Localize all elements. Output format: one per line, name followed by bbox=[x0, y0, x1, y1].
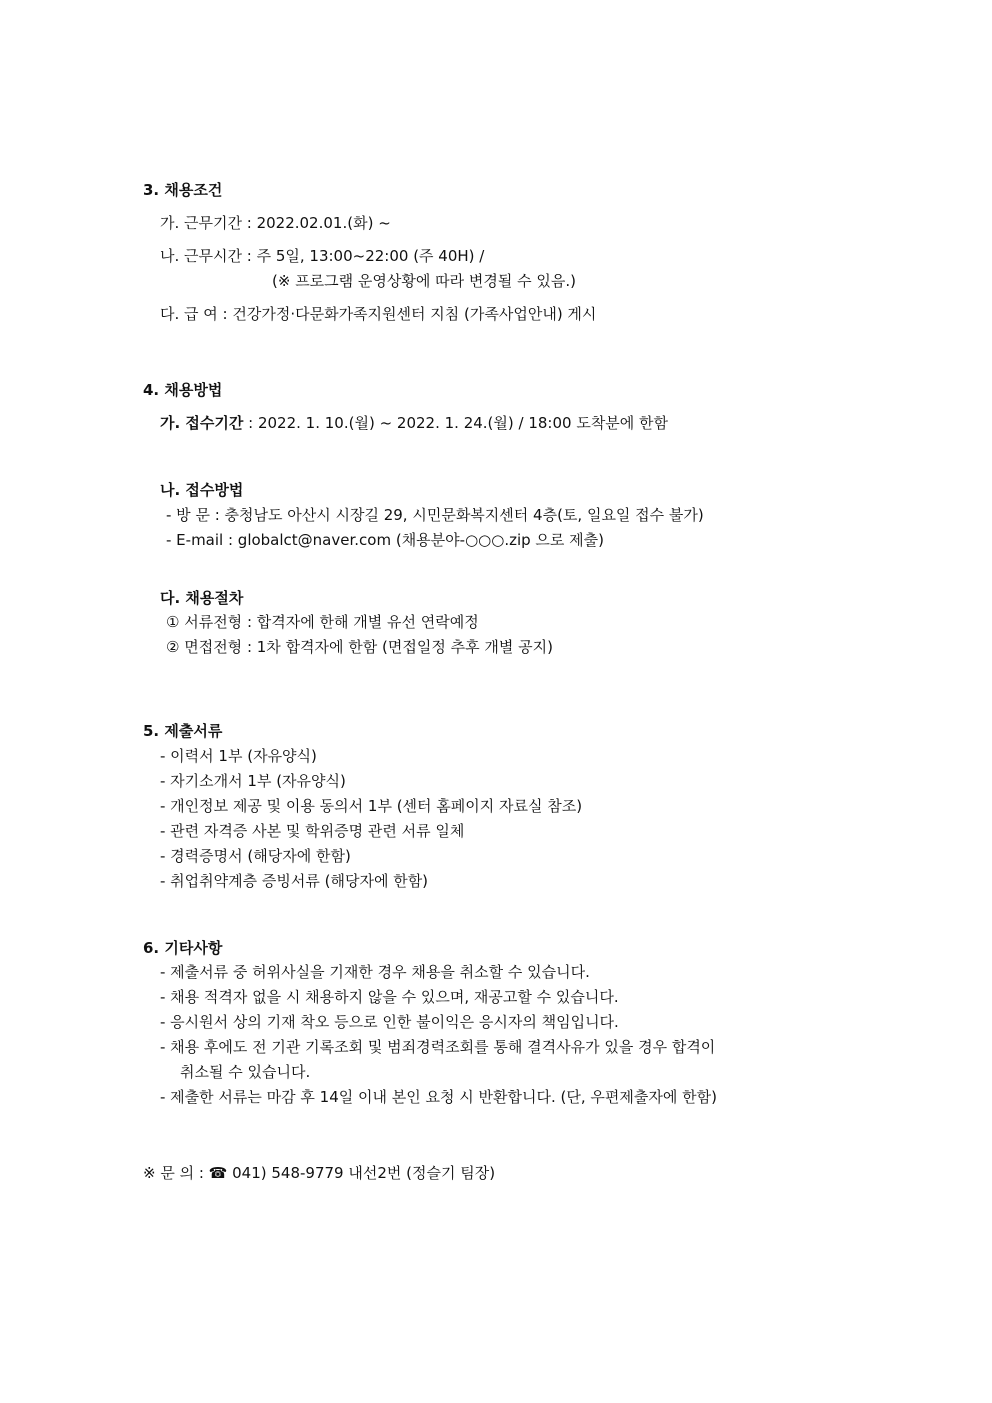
list-item: - 개인정보 제공 및 이용 동의서 1부 (센터 홈페이지 자료실 참조) bbox=[160, 797, 583, 815]
list-item: - 경력증명서 (해당자에 한함) bbox=[160, 847, 351, 865]
application-period-value: : 2022. 1. 10.(월) ~ 2022. 1. 24.(월) / 18:00 도착분에 한함 bbox=[243, 414, 669, 432]
section-3-title: 3. 채용조건 bbox=[143, 181, 223, 199]
list-item: - 채용 후에도 전 기관 기록조회 및 범죄경력조회를 통해 결격사유가 있을 경우 합격이 bbox=[160, 1038, 716, 1056]
list-item: - 이력서 1부 (자유양식) bbox=[160, 747, 317, 765]
section-6-title: 6. 기타사항 bbox=[143, 939, 223, 957]
work-hours-note: (※ 프로그램 운영상황에 따라 변경될 수 있음.) bbox=[272, 272, 576, 290]
list-item: - 관련 자격증 사본 및 학위증명 관련 서류 일체 bbox=[160, 822, 465, 840]
application-visit: - 방 문 : 충청남도 아산시 시장길 29, 시민문화복지센터 4층(토, 일요일 접수 불가) bbox=[166, 506, 704, 524]
contact-info: ※ 문 의 : ☎ 041) 548-9779 내선2번 (정슬기 팀장) bbox=[143, 1164, 496, 1182]
list-item-continuation: 취소될 수 있습니다. bbox=[180, 1063, 311, 1081]
procedure-interview: ② 면접전형 : 1차 합격자에 한함 (면접일정 추후 개별 공지) bbox=[166, 638, 553, 656]
recruit-procedure-title: 다. 채용절차 bbox=[160, 589, 244, 607]
application-method-title: 나. 접수방법 bbox=[160, 481, 244, 499]
list-item: - 취업취약계층 증빙서류 (해당자에 한함) bbox=[160, 872, 429, 890]
work-hours: 나. 근무시간 : 주 5일, 13:00~22:00 (주 40H) / bbox=[160, 247, 485, 265]
section-4-title: 4. 채용방법 bbox=[143, 381, 223, 399]
application-period-label: 가. 접수기간 bbox=[160, 414, 244, 432]
application-email: - E-mail : globalct@naver.com (채용분야-○○○.zip 으로 제출) bbox=[166, 531, 605, 549]
list-item: - 응시원서 상의 기재 착오 등으로 인한 불이익은 응시자의 책임입니다. bbox=[160, 1013, 619, 1031]
application-period bbox=[160, 413, 668, 433]
list-item: - 자기소개서 1부 (자유양식) bbox=[160, 772, 346, 790]
list-item: - 제출서류 중 허위사실을 기재한 경우 채용을 취소할 수 있습니다. bbox=[160, 963, 590, 981]
salary: 다. 급 여 : 건강가정·다문화가족지원센터 지침 (가족사업안내) 게시 bbox=[160, 305, 597, 323]
work-period: 가. 근무기간 : 2022.02.01.(화) ~ bbox=[160, 214, 391, 232]
list-item: - 제출한 서류는 마감 후 14일 이내 본인 요청 시 반환합니다. (단, 우편제출자에 한함) bbox=[160, 1088, 717, 1106]
procedure-document: ① 서류전형 : 합격자에 한해 개별 유선 연락예정 bbox=[166, 613, 479, 631]
section-5-title: 5. 제출서류 bbox=[143, 722, 223, 740]
list-item: - 채용 적격자 없을 시 채용하지 않을 수 있으며, 재공고할 수 있습니다. bbox=[160, 988, 619, 1006]
